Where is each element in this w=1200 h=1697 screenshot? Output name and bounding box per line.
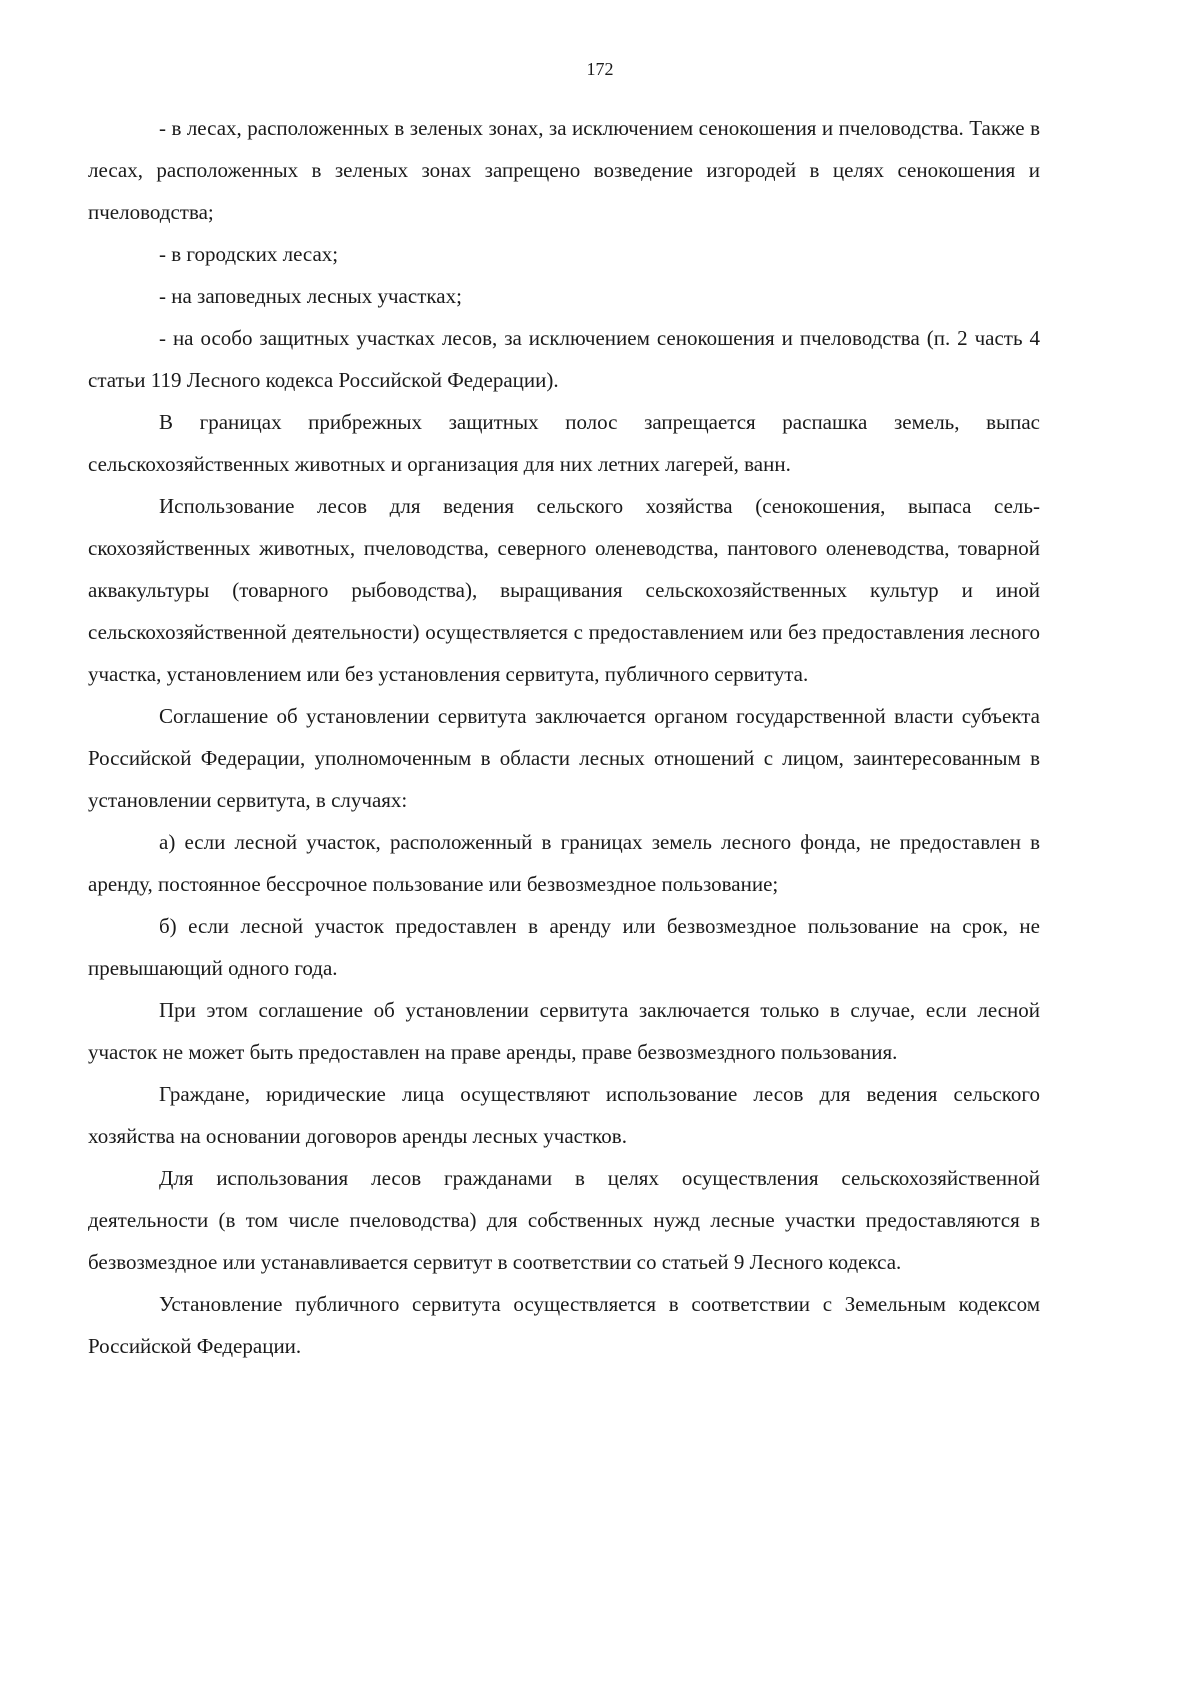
paragraph-public-servitude: Установление публичного сервитута осуществляется в соответствии с Земельным кодексом Российской Федерации. — [88, 1292, 1040, 1358]
page-number: 172 — [586, 59, 614, 79]
document-body — [88, 107, 1040, 1367]
paragraph-protected-plots: - на особо защитных участках лесов, за исключением сенокошения и пчеловодства (п. 2 часть 4 статьи 119 Лесного кодекса Российской Федерации). — [88, 326, 1040, 392]
paragraph-case-b: б) если лесной участок предоставлен в аренду или безвозмездное пользование на срок, не превышающий одного года. — [88, 914, 1040, 980]
paragraph-city-forests: - в городских лесах; — [159, 242, 339, 266]
paragraph-green-zones: - в лесах, расположенных в зеленых зонах, за исключением сенокошения и пчеловодства. Также в лесах, расположенных в зеленых зонах запрещено возведение изгородей в целях сенокошения и пчеловодства; — [88, 116, 1040, 224]
paragraph-lease-basis: Граждане, юридические лица осуществляют использование лесов для ведения сельского хозяйства на основании договоров аренды лесных участков. — [88, 1082, 1040, 1148]
paragraph-agriculture-use: Использование лесов для ведения сельского хозяйства (сенокошения, выпаса сельскохозяйственных животных, пчеловодства, северного оленеводства, пантового оленеводства, товарной аквакультуры (товарного рыбоводства), выращивания сельскохозяйственных культур и иной сельскохозяйственной деятельности) осуществляется с предоставлением или без предоставления лесного участка, установлением или без установления сервитута, публичного сервитута. — [88, 494, 1040, 686]
paragraph-servitude-agreement: Соглашение об установлении сервитута заключается органом государственной власти субъекта Российской Федерации, уполномоченным в области лесных отношений с лицом, заинтересованным в установлении сервитута, в случаях: — [88, 704, 1040, 812]
paragraph-coastal-strips: В границах прибрежных защитных полос запрещается распашка земель, выпас сельскохозяйственных животных и организация для них летних лагерей, ванн. — [88, 410, 1040, 476]
paragraph-servitude-condition: При этом соглашение об установлении сервитута заключается только в случае, если лесной участок не может быть предоставлен на праве аренды, праве безвозмездного пользования. — [88, 998, 1040, 1064]
paragraph-case-a: а) если лесной участок, расположенный в границах земель лесного фонда, не предоставлен в аренду, постоянное бессрочное пользование или безвозмездное пользование; — [88, 830, 1040, 896]
paragraph-own-needs: Для использования лесов гражданами в целях осуществления сельскохозяйственной деятельности (в том числе пчеловодства) для собственных нужд лесные участки предоставляются в безвозмездное или устанавливается сервитут в соответствии со статьей 9 Лесного кодекса. — [88, 1166, 1040, 1274]
paragraph-reserve-plots: - на заповедных лесных участках; — [159, 284, 462, 308]
